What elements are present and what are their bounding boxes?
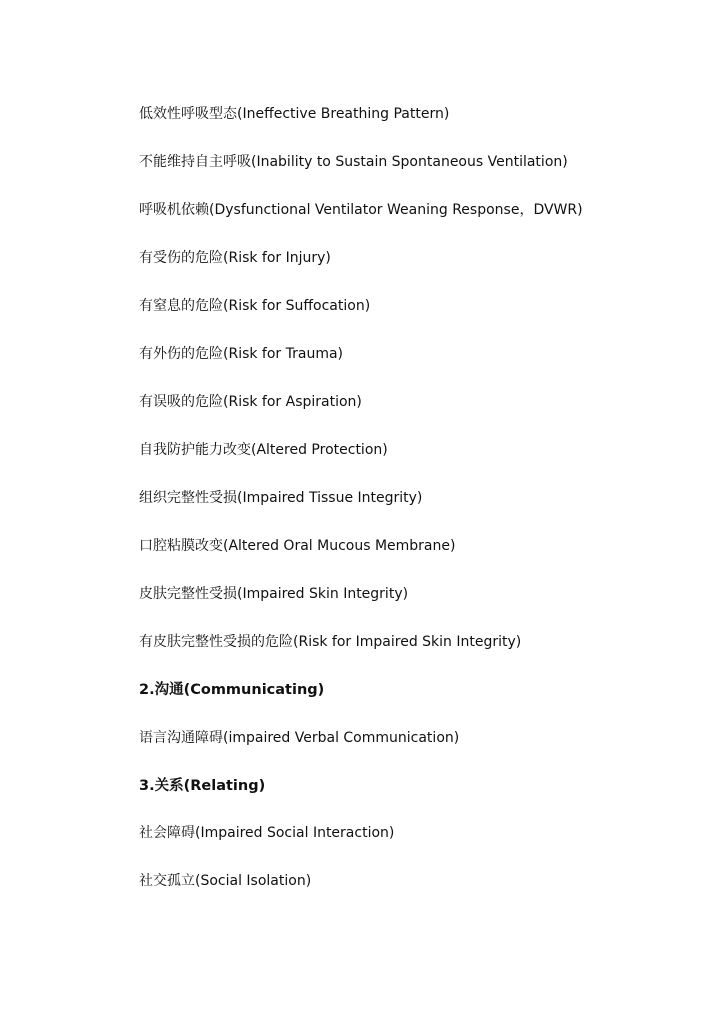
diagnosis-item: 低效性呼吸型态(Ineffective Breathing Pattern) — [139, 106, 450, 122]
diagnosis-item: 组织完整性受损(Impaired Tissue Integrity) — [139, 490, 423, 506]
diagnosis-item: 有误吸的危险(Risk for Aspiration) — [139, 394, 362, 410]
diagnosis-item: 有窒息的危险(Risk for Suffocation) — [139, 298, 371, 314]
diagnosis-item: 有皮肤完整性受损的危险(Risk for Impaired Skin Integrity) — [139, 634, 522, 650]
diagnosis-item: 社交孤立(Social Isolation) — [139, 873, 312, 889]
diagnosis-item: 皮肤完整性受损(Impaired Skin Integrity) — [139, 586, 409, 602]
diagnosis-item: 自我防护能力改变(Altered Protection) — [139, 442, 388, 458]
section-heading-relating: 3.关系(Relating) — [139, 778, 266, 794]
diagnosis-item: 呼吸机依赖(Dysfunctional Ventilator Weaning Response，DVWR) — [139, 202, 583, 218]
section-heading-communicating: 2.沟通(Communicating) — [139, 682, 325, 698]
diagnosis-item: 有受伤的危险(Risk for Injury) — [139, 250, 331, 266]
diagnosis-item: 口腔粘膜改变(Altered Oral Mucous Membrane) — [139, 538, 456, 554]
diagnosis-item: 不能维持自主呼吸(Inability to Sustain Spontaneous Ventilation) — [139, 154, 568, 170]
diagnosis-item: 有外伤的危险(Risk for Trauma) — [139, 346, 344, 362]
diagnosis-item: 语言沟通障碍(impaired Verbal Communication) — [139, 730, 460, 746]
diagnosis-item: 社会障碍(Impaired Social Interaction) — [139, 825, 395, 841]
